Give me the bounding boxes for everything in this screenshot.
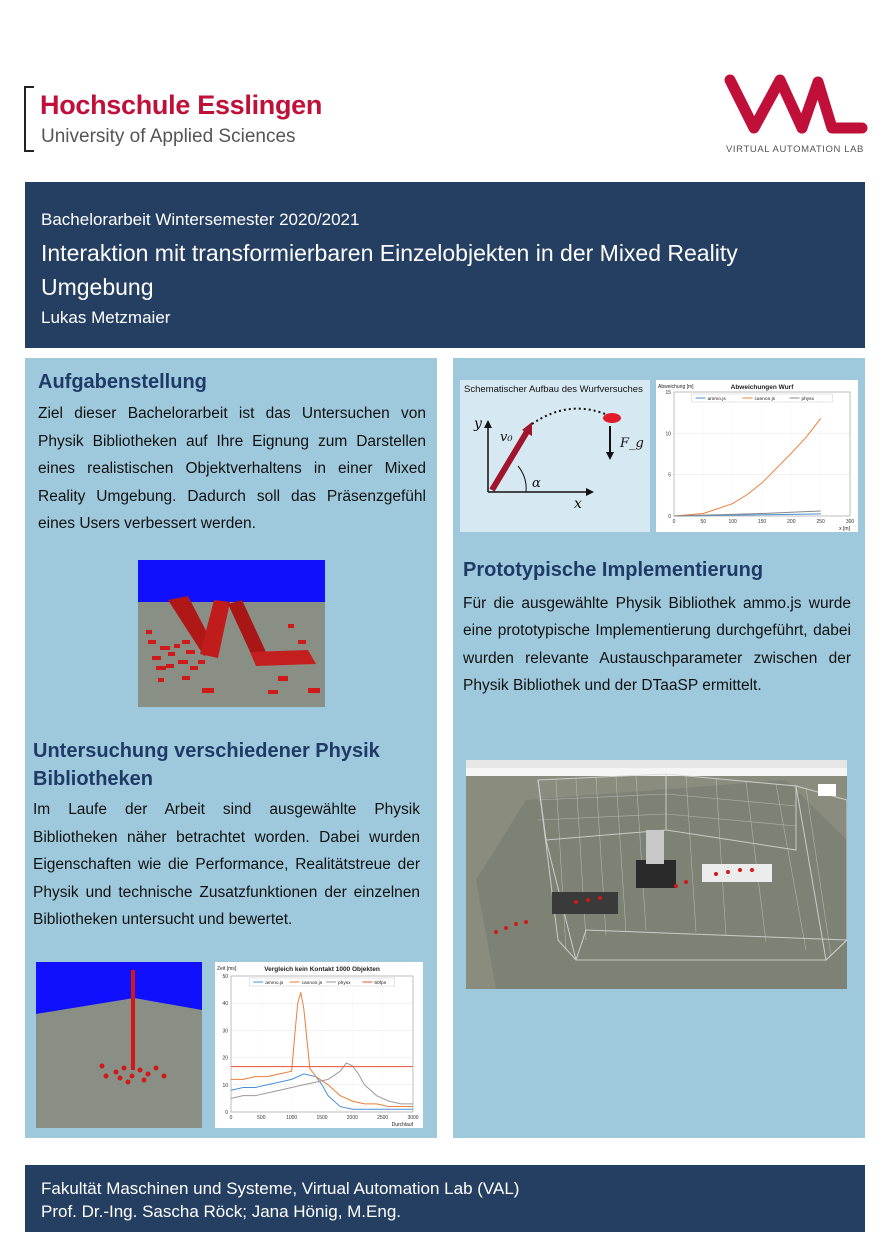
y-tick-label: 30	[222, 1028, 228, 1035]
schematic-label-fg: F_g	[620, 436, 644, 451]
performance-chart	[215, 962, 423, 1128]
x-tick-label: 0	[229, 1115, 233, 1121]
footer-supervisors: Prof. Dr.-Ing. Sascha Röck; Jana Hönig, M.Eng.	[41, 1202, 401, 1221]
stack-simulation-image	[36, 962, 202, 1128]
footer-faculty: Fakultät Maschinen und Systeme, Virtual Automation Lab (VAL)	[41, 1179, 520, 1198]
legend-label: cannon.js	[301, 981, 323, 986]
legend-label: 60fps	[374, 981, 387, 986]
physics-simulation-image	[138, 560, 325, 707]
x-tick-label: 50	[700, 519, 707, 525]
series-line-ammo-js	[231, 1074, 413, 1109]
y-tick-label: 15	[665, 390, 671, 396]
heading-untersuchung: Untersuchung verschiedener Physik Bibliotheken	[33, 740, 380, 790]
deviation-chart-svg	[656, 380, 858, 532]
schematic-title: Schematischer Aufbau des Wurfversuches	[464, 384, 643, 395]
heading-aufgabenstellung: Aufgabenstellung	[38, 371, 207, 393]
chart-title: Abweichungen Wurf	[730, 384, 794, 391]
x-tick-label: 0	[672, 519, 676, 525]
text-aufgabenstellung: Ziel dieser Bachelorarbeit ist das Untersuchen von Physik Bibliotheken auf Ihre Eignung zum Darstellen eines realistischen Objektverhaltens in einer Mixed Reality Umgebung. Dadurch soll das Präsenzgefühl eines Users verbessert werden.	[38, 405, 426, 532]
logo-bracket	[24, 86, 34, 152]
y-tick-label: 5	[668, 472, 671, 479]
schematic-label-x: x	[574, 496, 582, 512]
chart-xlabel: Durchlauf	[391, 1122, 413, 1128]
university-logo	[24, 86, 344, 156]
legend-label: ammo.js	[265, 981, 284, 986]
x-tick-label: 200	[787, 519, 796, 525]
val-logo-mark	[722, 72, 868, 138]
series-line-physx	[231, 1063, 413, 1104]
x-tick-label: 3000	[407, 1115, 419, 1121]
val-logo	[722, 72, 868, 160]
thesis-type: Bachelorarbeit Wintersemester 2020/2021	[41, 210, 360, 229]
x-tick-label: 2500	[377, 1115, 389, 1121]
title-banner	[25, 182, 865, 348]
y-tick-label: 0	[668, 514, 671, 520]
author-name: Lukas Metzmaier	[41, 308, 171, 327]
legend-label: physx	[338, 981, 351, 986]
chart-title: Vergleich kein Kontakt 1000 Objekten	[264, 966, 380, 973]
schematic-label-y: y	[474, 416, 482, 432]
chart-ylabel: Zeit [ms]	[217, 966, 237, 972]
x-tick-label: 250	[816, 519, 825, 525]
x-tick-label: 1000	[286, 1115, 298, 1121]
left-panel	[25, 358, 437, 1138]
thesis-title: Interaktion mit transformierbaren Einzelobjekten in der Mixed Reality Umgebung	[41, 240, 738, 300]
throw-schematic	[460, 380, 650, 532]
legend-label: cannon.js	[754, 397, 776, 402]
university-subtitle: University of Applied Sciences	[41, 126, 296, 147]
schematic-label-v0: v₀	[500, 430, 513, 445]
text-untersuchung: Im Laufe der Arbeit sind ausgewählte Physik Bibliotheken näher betrachtet worden. Dabei wurden Eigenschaften wie die Performance, Realitätstreue der Physik und technische Zusatzfunktionen der einzelnen Bibliotheken untersucht und bewertet.	[33, 801, 420, 928]
y-tick-label: 10	[665, 431, 671, 438]
chart-xlabel: x [m]	[839, 526, 850, 532]
x-tick-label: 300	[845, 519, 855, 525]
footer	[25, 1165, 865, 1232]
right-panel	[453, 358, 865, 1138]
y-tick-label: 20	[222, 1055, 228, 1062]
legend-label: physx	[801, 397, 814, 402]
x-tick-label: 500	[257, 1115, 266, 1121]
heading-prototyp: Prototypische Implementierung	[463, 559, 764, 581]
y-tick-label: 50	[222, 974, 228, 980]
x-tick-label: 100	[728, 519, 737, 525]
y-tick-label: 0	[225, 1110, 228, 1116]
lab-name: VIRTUAL AUTOMATION LAB	[726, 144, 864, 155]
series-line-cannon-js	[231, 992, 413, 1106]
text-prototyp: Für die ausgewählte Physik Bibliothek ammo.js wurde eine prototypische Implementierung durchgeführt, dabei wurden relevante Austauschparameter zwischen der Physik Bibliothek und der DTaaSP ermittelt.	[463, 595, 851, 694]
chart-ylabel: Abweichung [m]	[658, 384, 694, 390]
legend-label: ammo.js	[707, 397, 726, 402]
deviation-chart	[656, 380, 858, 532]
prototype-screenshot	[466, 760, 847, 989]
schematic-diagram	[460, 380, 650, 532]
y-tick-label: 40	[222, 1001, 228, 1008]
x-tick-label: 2000	[346, 1115, 358, 1121]
y-tick-label: 10	[222, 1082, 228, 1089]
university-name: Hochschule Esslingen	[40, 90, 323, 120]
x-tick-label: 150	[757, 519, 767, 525]
performance-chart-svg	[215, 962, 423, 1128]
x-tick-label: 1500	[316, 1115, 328, 1121]
schematic-label-alpha: α	[532, 476, 541, 491]
